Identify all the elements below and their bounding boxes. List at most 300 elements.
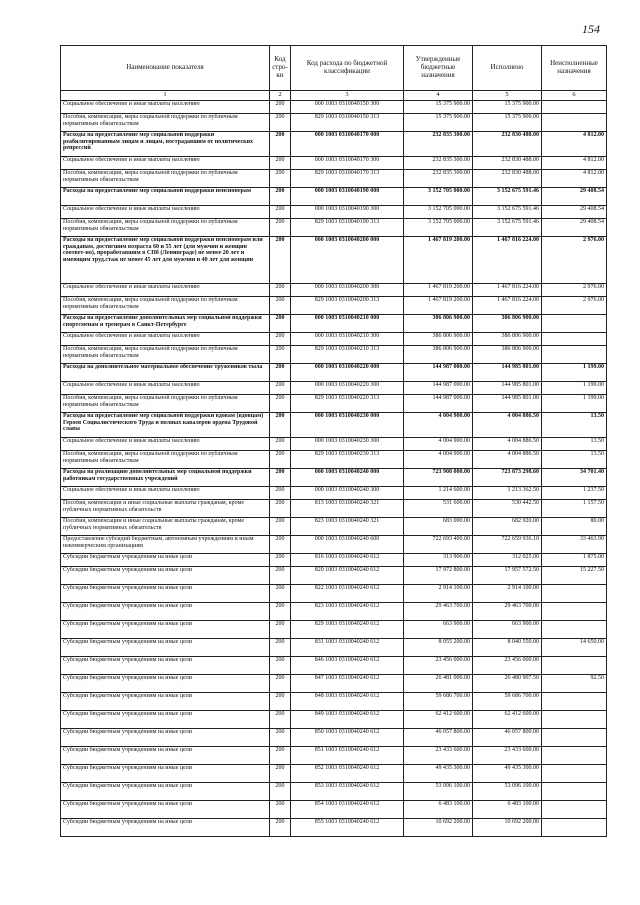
cell-executed: 3 152 675 591.46 bbox=[473, 188, 542, 206]
cell-name: Расходы на предоставление мер социальной поддержки пенсионерам или гражданам, достигшим возраста 60 и 55 лет (для мужчин и женщин соответ-но), проработавшим в СПб (Ленинграде) не менее 20 лет и имеющим труд.стаж не менее 45 лет для мужчин и 40 лет для женщин bbox=[61, 237, 270, 284]
cell-line-code: 200 bbox=[270, 536, 291, 554]
cell-approved: 2 914 100.00 bbox=[404, 585, 473, 603]
column-number: 5 bbox=[473, 91, 542, 101]
cell-approved: 232 835 300.00 bbox=[404, 132, 473, 157]
cell-expense-code: 829 1003 0310040190 313 bbox=[291, 219, 404, 237]
cell-unexecuted bbox=[542, 346, 607, 364]
table-row bbox=[61, 237, 607, 284]
cell-line-code: 200 bbox=[270, 518, 291, 536]
cell-line-code: 200 bbox=[270, 297, 291, 315]
cell-approved: 26 481 000.00 bbox=[404, 675, 473, 693]
table-row bbox=[61, 567, 607, 585]
cell-name: Социальное обеспечение и иные выплаты населению bbox=[61, 284, 270, 297]
cell-line-code: 200 bbox=[270, 395, 291, 413]
cell-approved: 683 000.00 bbox=[404, 518, 473, 536]
cell-name: Расходы на реализацию дополнительных мер социальной поддержки работникам государственных учреждений bbox=[61, 469, 270, 487]
cell-approved: 144 987 000.00 bbox=[404, 364, 473, 382]
cell-expense-code: 000 1003 0310040220 000 bbox=[291, 364, 404, 382]
cell-expense-code: 000 1003 0310040200 300 bbox=[291, 284, 404, 297]
cell-unexecuted: 1 199.00 bbox=[542, 395, 607, 413]
cell-executed: 682 920.00 bbox=[473, 518, 542, 536]
cell-line-code: 200 bbox=[270, 567, 291, 585]
cell-unexecuted bbox=[542, 783, 607, 801]
cell-approved: 3 152 705 000.00 bbox=[404, 206, 473, 219]
cell-name: Субсидии бюджетным учреждениям на иные цели bbox=[61, 801, 270, 819]
cell-line-code: 200 bbox=[270, 333, 291, 346]
cell-executed: 4 004 886.50 bbox=[473, 438, 542, 451]
column-number: 6 bbox=[542, 91, 607, 101]
cell-approved: 46 057 800.00 bbox=[404, 729, 473, 747]
cell-line-code: 200 bbox=[270, 657, 291, 675]
cell-expense-code: 000 1003 0310040190 300 bbox=[291, 206, 404, 219]
cell-approved: 531 600.00 bbox=[404, 500, 473, 518]
cell-approved: 15 375 900.00 bbox=[404, 101, 473, 114]
cell-approved: 49 435 300.00 bbox=[404, 765, 473, 783]
cell-unexecuted bbox=[542, 657, 607, 675]
table-row bbox=[61, 438, 607, 451]
table-row bbox=[61, 132, 607, 157]
cell-approved: 23 456 000.00 bbox=[404, 657, 473, 675]
cell-expense-code: 000 1003 0310040240 000 bbox=[291, 469, 404, 487]
cell-line-code: 200 bbox=[270, 693, 291, 711]
table-row bbox=[61, 364, 607, 382]
cell-line-code: 200 bbox=[270, 819, 291, 837]
cell-executed: 15 375 900.00 bbox=[473, 114, 542, 132]
cell-unexecuted: 2 976.00 bbox=[542, 297, 607, 315]
cell-unexecuted bbox=[542, 621, 607, 639]
cell-unexecuted: 29 408.54 bbox=[542, 206, 607, 219]
cell-expense-code: 855 1003 0310040240 612 bbox=[291, 819, 404, 837]
cell-unexecuted: 15 227.50 bbox=[542, 567, 607, 585]
cell-approved: 386 806 900.00 bbox=[404, 315, 473, 333]
cell-approved: 1 467 819 200.00 bbox=[404, 284, 473, 297]
cell-approved: 4 004 900.00 bbox=[404, 438, 473, 451]
table-row bbox=[61, 675, 607, 693]
cell-executed: 232 830 488.00 bbox=[473, 132, 542, 157]
cell-expense-code: 846 1003 0310040240 612 bbox=[291, 657, 404, 675]
cell-executed: 59 686 700.00 bbox=[473, 693, 542, 711]
cell-unexecuted bbox=[542, 729, 607, 747]
cell-executed: 723 873 298.60 bbox=[473, 469, 542, 487]
cell-expense-code: 000 1003 0310040170 300 bbox=[291, 157, 404, 170]
cell-name: Субсидии бюджетным учреждениям на иные цели bbox=[61, 603, 270, 621]
cell-line-code: 200 bbox=[270, 188, 291, 206]
cell-approved: 23 433 600.00 bbox=[404, 747, 473, 765]
cell-executed: 386 806 900.00 bbox=[473, 315, 542, 333]
cell-unexecuted: 14 650.00 bbox=[542, 639, 607, 657]
cell-unexecuted: 1 157.50 bbox=[542, 500, 607, 518]
cell-expense-code: 829 1003 0310040220 313 bbox=[291, 395, 404, 413]
table-row bbox=[61, 395, 607, 413]
cell-expense-code: 813 1003 0310040240 321 bbox=[291, 500, 404, 518]
cell-name: Субсидии бюджетным учреждениям на иные цели bbox=[61, 747, 270, 765]
cell-line-code: 200 bbox=[270, 438, 291, 451]
cell-executed: 49 435 300.00 bbox=[473, 765, 542, 783]
cell-name: Расходы на предоставление мер социальной поддержки вдовам (вдовцам) Героев Социалистического Труда и полных кавалеров ордена Трудовой славы bbox=[61, 413, 270, 438]
table-row bbox=[61, 536, 607, 554]
cell-executed: 53 096 100.00 bbox=[473, 783, 542, 801]
cell-unexecuted: 4 812.00 bbox=[542, 157, 607, 170]
table-row bbox=[61, 765, 607, 783]
cell-unexecuted: 29 408.54 bbox=[542, 219, 607, 237]
cell-line-code: 200 bbox=[270, 315, 291, 333]
cell-unexecuted bbox=[542, 585, 607, 603]
table-row bbox=[61, 783, 607, 801]
cell-executed: 144 985 801.00 bbox=[473, 364, 542, 382]
cell-expense-code: 000 1003 0310040170 000 bbox=[291, 132, 404, 157]
table-row bbox=[61, 487, 607, 500]
cell-executed: 29 463 700.00 bbox=[473, 603, 542, 621]
cell-name: Социальное обеспечение и иные выплаты населению bbox=[61, 487, 270, 500]
cell-unexecuted: 1 199.00 bbox=[542, 364, 607, 382]
cell-name: Пособия, компенсации, меры социальной поддержки по публичным нормативным обязательствам bbox=[61, 395, 270, 413]
cell-line-code: 200 bbox=[270, 487, 291, 500]
cell-line-code: 200 bbox=[270, 346, 291, 364]
cell-executed: 4 004 886.50 bbox=[473, 451, 542, 469]
cell-unexecuted: 2 976.00 bbox=[542, 284, 607, 297]
cell-executed: 26 480 907.50 bbox=[473, 675, 542, 693]
cell-line-code: 200 bbox=[270, 675, 291, 693]
cell-name: Субсидии бюджетным учреждениям на иные цели bbox=[61, 639, 270, 657]
cell-executed: 386 806 900.00 bbox=[473, 333, 542, 346]
cell-expense-code: 816 1003 0310040240 612 bbox=[291, 554, 404, 567]
cell-name: Субсидии бюджетным учреждениям на иные цели bbox=[61, 621, 270, 639]
table-row bbox=[61, 315, 607, 333]
cell-unexecuted: 1 875.00 bbox=[542, 554, 607, 567]
cell-executed: 232 830 488.00 bbox=[473, 170, 542, 188]
cell-line-code: 200 bbox=[270, 500, 291, 518]
column-number: 1 bbox=[61, 91, 270, 101]
cell-approved: 59 686 700.00 bbox=[404, 693, 473, 711]
cell-executed: 4 004 886.50 bbox=[473, 413, 542, 438]
cell-name: Социальное обеспечение и иные выплаты населению bbox=[61, 157, 270, 170]
cell-expense-code: 853 1003 0310040240 612 bbox=[291, 783, 404, 801]
cell-unexecuted: 92.50 bbox=[542, 675, 607, 693]
cell-executed: 3 152 675 591.46 bbox=[473, 219, 542, 237]
cell-line-code: 200 bbox=[270, 729, 291, 747]
cell-name: Социальное обеспечение и иные выплаты населению bbox=[61, 382, 270, 395]
cell-executed: 232 830 488.00 bbox=[473, 157, 542, 170]
cell-name: Расходы на дополнительное материальное обеспечение тружеников тыла bbox=[61, 364, 270, 382]
cell-executed: 46 057 800.00 bbox=[473, 729, 542, 747]
cell-unexecuted: 80.00 bbox=[542, 518, 607, 536]
cell-name: Расходы на предоставление мер социальной поддержки пенсионерам bbox=[61, 188, 270, 206]
table-row bbox=[61, 297, 607, 315]
cell-approved: 386 806 900.00 bbox=[404, 333, 473, 346]
table-row bbox=[61, 500, 607, 518]
column-number-row bbox=[61, 91, 607, 101]
cell-approved: 232 835 300.00 bbox=[404, 157, 473, 170]
table-row bbox=[61, 284, 607, 297]
cell-expense-code: 829 1003 0310040150 313 bbox=[291, 114, 404, 132]
cell-line-code: 200 bbox=[270, 170, 291, 188]
cell-name: Субсидии бюджетным учреждениям на иные цели bbox=[61, 657, 270, 675]
table-row bbox=[61, 469, 607, 487]
cell-name: Субсидии бюджетным учреждениям на иные цели bbox=[61, 554, 270, 567]
cell-unexecuted bbox=[542, 101, 607, 114]
cell-line-code: 200 bbox=[270, 114, 291, 132]
cell-executed: 1 467 816 224.00 bbox=[473, 284, 542, 297]
table-row bbox=[61, 801, 607, 819]
table-row bbox=[61, 585, 607, 603]
cell-expense-code: 000 1003 0310040210 000 bbox=[291, 315, 404, 333]
budget-execution-table bbox=[60, 45, 607, 837]
table-row bbox=[61, 554, 607, 567]
cell-line-code: 200 bbox=[270, 783, 291, 801]
cell-executed: 144 985 801.00 bbox=[473, 395, 542, 413]
cell-line-code: 200 bbox=[270, 711, 291, 729]
cell-name: Социальное обеспечение и иные выплаты населению bbox=[61, 206, 270, 219]
cell-executed: 663 900.00 bbox=[473, 621, 542, 639]
cell-unexecuted: 34 701.40 bbox=[542, 469, 607, 487]
cell-line-code: 200 bbox=[270, 284, 291, 297]
cell-approved: 4 004 900.00 bbox=[404, 413, 473, 438]
cell-executed: 15 375 900.00 bbox=[473, 101, 542, 114]
table-row bbox=[61, 157, 607, 170]
cell-name: Субсидии бюджетным учреждениям на иные цели bbox=[61, 729, 270, 747]
cell-name: Пособия, компенсации и иные социальные выплаты гражданам, кроме публичных нормативных обязательств bbox=[61, 518, 270, 536]
table-row bbox=[61, 451, 607, 469]
cell-approved: 62 412 600.00 bbox=[404, 711, 473, 729]
header-unexecuted: Неисполненные назначения bbox=[542, 46, 607, 91]
cell-name: Расходы на предоставление дополнительных мер социальной поддержки спортсменам и тренерам в Санкт-Петербурге bbox=[61, 315, 270, 333]
cell-name: Субсидии бюджетным учреждениям на иные цели bbox=[61, 765, 270, 783]
cell-executed: 1 467 816 224.00 bbox=[473, 237, 542, 284]
cell-executed: 530 442.50 bbox=[473, 500, 542, 518]
table-header-row bbox=[61, 46, 607, 91]
cell-unexecuted bbox=[542, 603, 607, 621]
cell-expense-code: 823 1003 0310040240 321 bbox=[291, 518, 404, 536]
cell-name: Субсидии бюджетным учреждениям на иные цели bbox=[61, 783, 270, 801]
cell-expense-code: 829 1003 0310040170 313 bbox=[291, 170, 404, 188]
cell-executed: 386 806 900.00 bbox=[473, 346, 542, 364]
cell-line-code: 200 bbox=[270, 469, 291, 487]
table-row bbox=[61, 333, 607, 346]
cell-unexecuted: 33 463.90 bbox=[542, 536, 607, 554]
cell-unexecuted bbox=[542, 765, 607, 783]
cell-line-code: 200 bbox=[270, 206, 291, 219]
cell-executed: 1 213 362.50 bbox=[473, 487, 542, 500]
cell-executed: 1 467 816 224.00 bbox=[473, 297, 542, 315]
cell-approved: 53 096 100.00 bbox=[404, 783, 473, 801]
column-number: 3 bbox=[291, 91, 404, 101]
cell-executed: 312 025.00 bbox=[473, 554, 542, 567]
cell-line-code: 200 bbox=[270, 413, 291, 438]
cell-expense-code: 852 1003 0310040240 612 bbox=[291, 765, 404, 783]
cell-name: Предоставление субсидий бюджетным, автономным учреждениям и иным некоммерческим организациям bbox=[61, 536, 270, 554]
table-row bbox=[61, 639, 607, 657]
cell-expense-code: 820 1003 0310040240 612 bbox=[291, 567, 404, 585]
cell-unexecuted: 13.50 bbox=[542, 438, 607, 451]
cell-line-code: 200 bbox=[270, 585, 291, 603]
header-approved: Утвержденные бюджетные назначения bbox=[404, 46, 473, 91]
table-row bbox=[61, 219, 607, 237]
cell-line-code: 200 bbox=[270, 219, 291, 237]
cell-approved: 723 908 000.00 bbox=[404, 469, 473, 487]
cell-line-code: 200 bbox=[270, 801, 291, 819]
cell-name: Пособия, компенсации, меры социальной поддержки по публичным нормативным обязательствам bbox=[61, 297, 270, 315]
cell-expense-code: 851 1003 0310040240 612 bbox=[291, 747, 404, 765]
cell-expense-code: 847 1003 0310040240 612 bbox=[291, 675, 404, 693]
table-row bbox=[61, 518, 607, 536]
table-row bbox=[61, 603, 607, 621]
cell-name: Пособия, компенсации, меры социальной поддержки по публичным нормативным обязательствам bbox=[61, 451, 270, 469]
cell-line-code: 200 bbox=[270, 132, 291, 157]
cell-executed: 6 483 100.00 bbox=[473, 801, 542, 819]
cell-expense-code: 000 1003 0310040220 300 bbox=[291, 382, 404, 395]
cell-line-code: 200 bbox=[270, 621, 291, 639]
cell-line-code: 200 bbox=[270, 747, 291, 765]
column-number: 2 bbox=[270, 91, 291, 101]
cell-approved: 313 900.00 bbox=[404, 554, 473, 567]
cell-approved: 1 467 819 200.00 bbox=[404, 237, 473, 284]
cell-unexecuted: 1 237.50 bbox=[542, 487, 607, 500]
cell-unexecuted: 4 812.00 bbox=[542, 132, 607, 157]
cell-approved: 1 214 600.00 bbox=[404, 487, 473, 500]
cell-line-code: 200 bbox=[270, 639, 291, 657]
column-number: 4 bbox=[404, 91, 473, 101]
cell-executed: 144 985 801.00 bbox=[473, 382, 542, 395]
cell-name: Субсидии бюджетным учреждениям на иные цели bbox=[61, 675, 270, 693]
cell-approved: 722 693 400.00 bbox=[404, 536, 473, 554]
cell-expense-code: 000 1003 0310040150 300 bbox=[291, 101, 404, 114]
cell-unexecuted bbox=[542, 711, 607, 729]
cell-line-code: 200 bbox=[270, 554, 291, 567]
cell-line-code: 200 bbox=[270, 382, 291, 395]
cell-expense-code: 829 1003 0310040240 612 bbox=[291, 621, 404, 639]
cell-executed: 3 152 675 591.46 bbox=[473, 206, 542, 219]
cell-executed: 62 412 600.00 bbox=[473, 711, 542, 729]
cell-approved: 8 055 200.00 bbox=[404, 639, 473, 657]
cell-unexecuted: 2 976.00 bbox=[542, 237, 607, 284]
header-name: Наименование показателя bbox=[61, 46, 270, 91]
table-row bbox=[61, 819, 607, 837]
cell-approved: 6 483 100.00 bbox=[404, 801, 473, 819]
cell-executed: 722 659 936.10 bbox=[473, 536, 542, 554]
cell-unexecuted: 4 812.00 bbox=[542, 170, 607, 188]
cell-expense-code: 850 1003 0310040240 612 bbox=[291, 729, 404, 747]
header-expense-code: Код расхода по бюджетной классификации bbox=[291, 46, 404, 91]
cell-line-code: 200 bbox=[270, 364, 291, 382]
cell-unexecuted bbox=[542, 819, 607, 837]
cell-expense-code: 854 1003 0310040240 612 bbox=[291, 801, 404, 819]
cell-expense-code: 829 1003 0310040230 313 bbox=[291, 451, 404, 469]
cell-name: Социальное обеспечение и иные выплаты населению bbox=[61, 438, 270, 451]
cell-approved: 3 152 705 000.00 bbox=[404, 219, 473, 237]
cell-expense-code: 829 1003 0310040200 313 bbox=[291, 297, 404, 315]
cell-executed: 8 040 550.00 bbox=[473, 639, 542, 657]
cell-unexecuted: 29 408.54 bbox=[542, 188, 607, 206]
table-row bbox=[61, 657, 607, 675]
cell-unexecuted bbox=[542, 747, 607, 765]
cell-unexecuted bbox=[542, 801, 607, 819]
table-row bbox=[61, 621, 607, 639]
table-body bbox=[61, 101, 607, 837]
cell-expense-code: 829 1003 0310040210 313 bbox=[291, 346, 404, 364]
cell-unexecuted bbox=[542, 693, 607, 711]
cell-approved: 144 987 000.00 bbox=[404, 395, 473, 413]
cell-name: Субсидии бюджетным учреждениям на иные цели bbox=[61, 585, 270, 603]
cell-name: Пособия, компенсации, меры социальной поддержки по публичным нормативным обязательствам bbox=[61, 346, 270, 364]
table-row bbox=[61, 729, 607, 747]
cell-unexecuted bbox=[542, 114, 607, 132]
cell-expense-code: 000 1003 0310040190 000 bbox=[291, 188, 404, 206]
cell-name: Социальное обеспечение и иные выплаты населению bbox=[61, 333, 270, 346]
cell-approved: 10 692 200.00 bbox=[404, 819, 473, 837]
cell-approved: 232 835 300.00 bbox=[404, 170, 473, 188]
table-row bbox=[61, 747, 607, 765]
cell-unexecuted bbox=[542, 315, 607, 333]
cell-name: Субсидии бюджетным учреждениям на иные цели bbox=[61, 567, 270, 585]
cell-expense-code: 000 1003 0310040210 300 bbox=[291, 333, 404, 346]
cell-name: Расходы на предоставление мер социальной поддержки реабилитированным лицам и лицам, пострадавшим от политических репрессий bbox=[61, 132, 270, 157]
cell-name: Субсидии бюджетным учреждениям на иные цели bbox=[61, 693, 270, 711]
cell-approved: 663 900.00 bbox=[404, 621, 473, 639]
cell-executed: 17 957 572.50 bbox=[473, 567, 542, 585]
cell-executed: 10 692 200.00 bbox=[473, 819, 542, 837]
table-row bbox=[61, 413, 607, 438]
cell-unexecuted: 13.50 bbox=[542, 413, 607, 438]
cell-expense-code: 000 1003 0310040240 300 bbox=[291, 487, 404, 500]
cell-expense-code: 822 1003 0310040240 612 bbox=[291, 585, 404, 603]
cell-expense-code: 000 1003 0310040200 000 bbox=[291, 237, 404, 284]
cell-approved: 3 152 705 000.00 bbox=[404, 188, 473, 206]
table-row bbox=[61, 101, 607, 114]
table-row bbox=[61, 170, 607, 188]
table-row bbox=[61, 693, 607, 711]
cell-expense-code: 831 1003 0310040240 612 bbox=[291, 639, 404, 657]
cell-line-code: 200 bbox=[270, 101, 291, 114]
cell-approved: 386 806 900.00 bbox=[404, 346, 473, 364]
cell-approved: 15 375 900.00 bbox=[404, 114, 473, 132]
cell-expense-code: 000 1003 0310040230 000 bbox=[291, 413, 404, 438]
cell-unexecuted bbox=[542, 333, 607, 346]
page-number: 154 bbox=[582, 22, 600, 36]
cell-unexecuted: 1 199.00 bbox=[542, 382, 607, 395]
cell-executed: 23 433 600.00 bbox=[473, 747, 542, 765]
cell-unexecuted: 13.50 bbox=[542, 451, 607, 469]
cell-line-code: 200 bbox=[270, 157, 291, 170]
cell-line-code: 200 bbox=[270, 603, 291, 621]
cell-line-code: 200 bbox=[270, 451, 291, 469]
cell-executed: 23 456 000.00 bbox=[473, 657, 542, 675]
table-row bbox=[61, 206, 607, 219]
cell-approved: 1 467 819 200.00 bbox=[404, 297, 473, 315]
cell-name: Субсидии бюджетным учреждениям на иные цели bbox=[61, 819, 270, 837]
header-executed: Исполнено bbox=[473, 46, 542, 91]
cell-expense-code: 000 1003 0310040230 300 bbox=[291, 438, 404, 451]
header-line-code: Код стро-ки bbox=[270, 46, 291, 91]
cell-name: Социальное обеспечение и иные выплаты населению bbox=[61, 101, 270, 114]
cell-executed: 2 914 100.00 bbox=[473, 585, 542, 603]
cell-approved: 29 463 700.00 bbox=[404, 603, 473, 621]
cell-approved: 4 004 900.00 bbox=[404, 451, 473, 469]
cell-name: Пособия, компенсации, меры социальной поддержки по публичным нормативным обязательствам bbox=[61, 114, 270, 132]
table-row bbox=[61, 346, 607, 364]
cell-approved: 17 972 800.00 bbox=[404, 567, 473, 585]
cell-expense-code: 848 1003 0310040240 612 bbox=[291, 693, 404, 711]
table-row bbox=[61, 711, 607, 729]
cell-line-code: 200 bbox=[270, 765, 291, 783]
cell-name: Пособия, компенсации и иные социальные выплаты гражданам, кроме публичных нормативных обязательств bbox=[61, 500, 270, 518]
table-row bbox=[61, 382, 607, 395]
cell-approved: 144 987 000.00 bbox=[404, 382, 473, 395]
cell-expense-code: 000 1003 0310040240 600 bbox=[291, 536, 404, 554]
cell-name: Пособия, компенсации, меры социальной поддержки по публичным нормативным обязательствам bbox=[61, 219, 270, 237]
cell-line-code: 200 bbox=[270, 237, 291, 284]
cell-expense-code: 849 1003 0310040240 612 bbox=[291, 711, 404, 729]
table-row bbox=[61, 188, 607, 206]
